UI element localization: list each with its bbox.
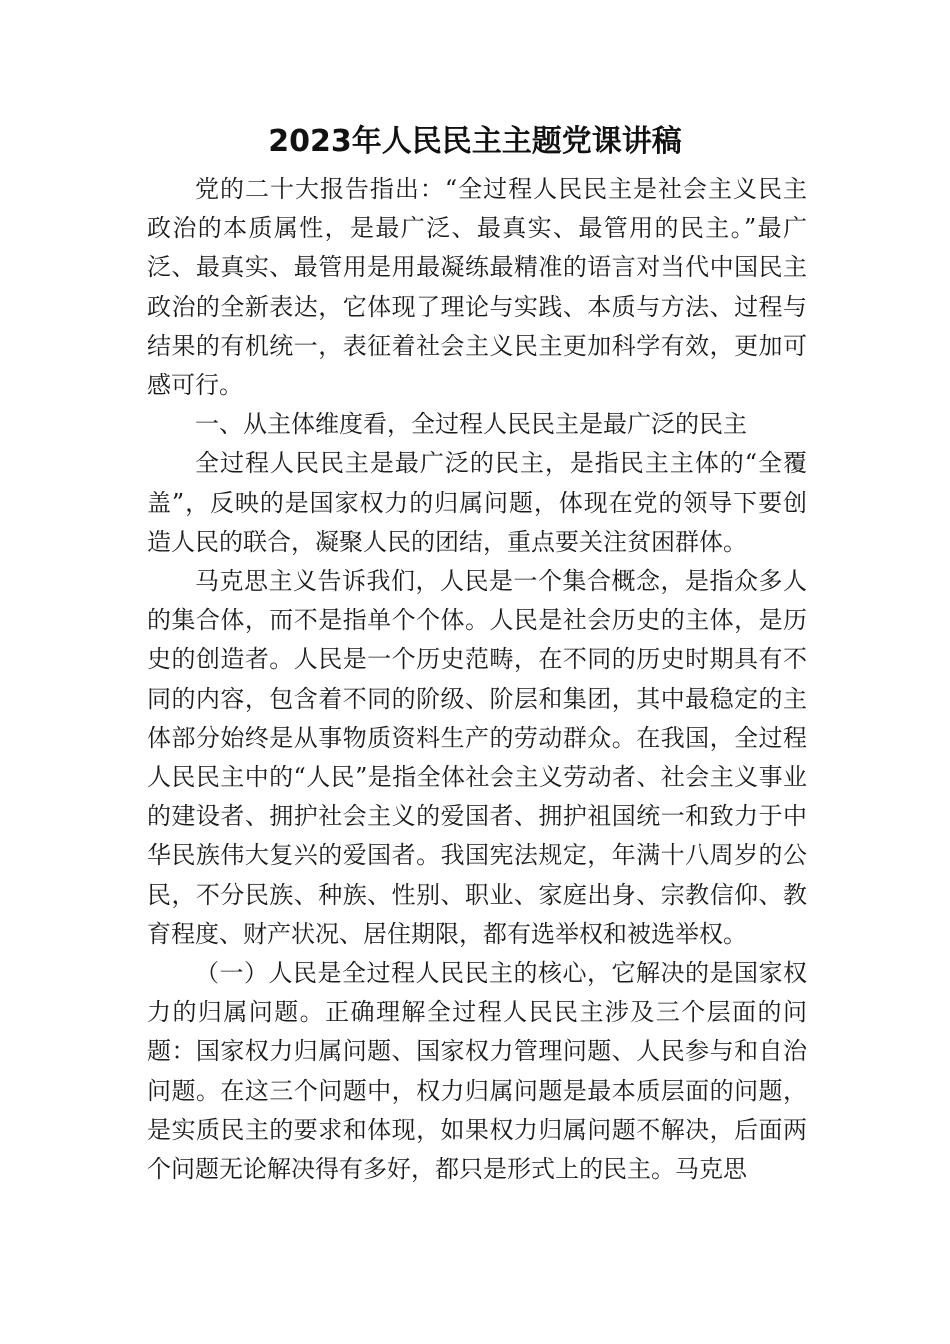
paragraph-broadest: 全过程人民民主是最广泛的民主，是指民主主体的“全覆盖”，反映的是国家权力的归属问题，体现在党的领导下要创造人民的联合，凝聚人民的团结，重点要关注贫困群体。 (147, 449, 807, 556)
paragraph-marxism: 马克思主义告诉我们，人民是一个集合概念，是指众多人的集合体，而不是指单个个体。人民是社会历史的主体，是历史的创造者。人民是一个历史范畴，在不同的历史时期具有不同的内容，包含着不同的阶级、阶层和集团，其中最稳定的主体部分始终是从事物质资料生产的劳动群众。在我国，全过程人民民主中的“人民”是指全体社会主义劳动者、社会主义事业的建设者、拥护社会主义的爱国者、拥护祖国统一和致力于中华民族伟大复兴的爱国者。我国宪法规定，年满十八周岁的公民，不分民族、种族、性别、职业、家庭出身、宗教信仰、教育程度、财产状况、居住期限，都有选举权和被选举权。 (147, 567, 807, 948)
paragraph-subsection-one: （一）人民是全过程人民民主的核心，它解决的是国家权力的归属问题。正确理解全过程人民民主涉及三个层面的问题：国家权力归属问题、国家权力管理问题、人民参与和自治问题。在这三个问题中，权力归属问题是最本质层面的问题，是实质民主的要求和体现，如果权力归属问题不解决，后面两个问题无论解决得有多好，都只是形式上的民主。马克思 (147, 959, 807, 1184)
document-body (147, 170, 807, 1189)
paragraph-intro: 党的二十大报告指出：“全过程人民民主是社会主义民主政治的本质属性，是最广泛、最真实、最管用的民主。”最广泛、最真实、最管用是用最凝练最精准的语言对当代中国民主政治的全新表达，它体现了理论与实践、本质与方法、过程与结果的有机统一，表征着社会主义民主更加科学有效，更加可感可行。 (147, 175, 807, 400)
document-title: 2023年人民民主主题党课讲稿 (268, 124, 682, 159)
section-heading: 一、从主体维度看，全过程人民民主是最广泛的民主 (195, 410, 747, 439)
